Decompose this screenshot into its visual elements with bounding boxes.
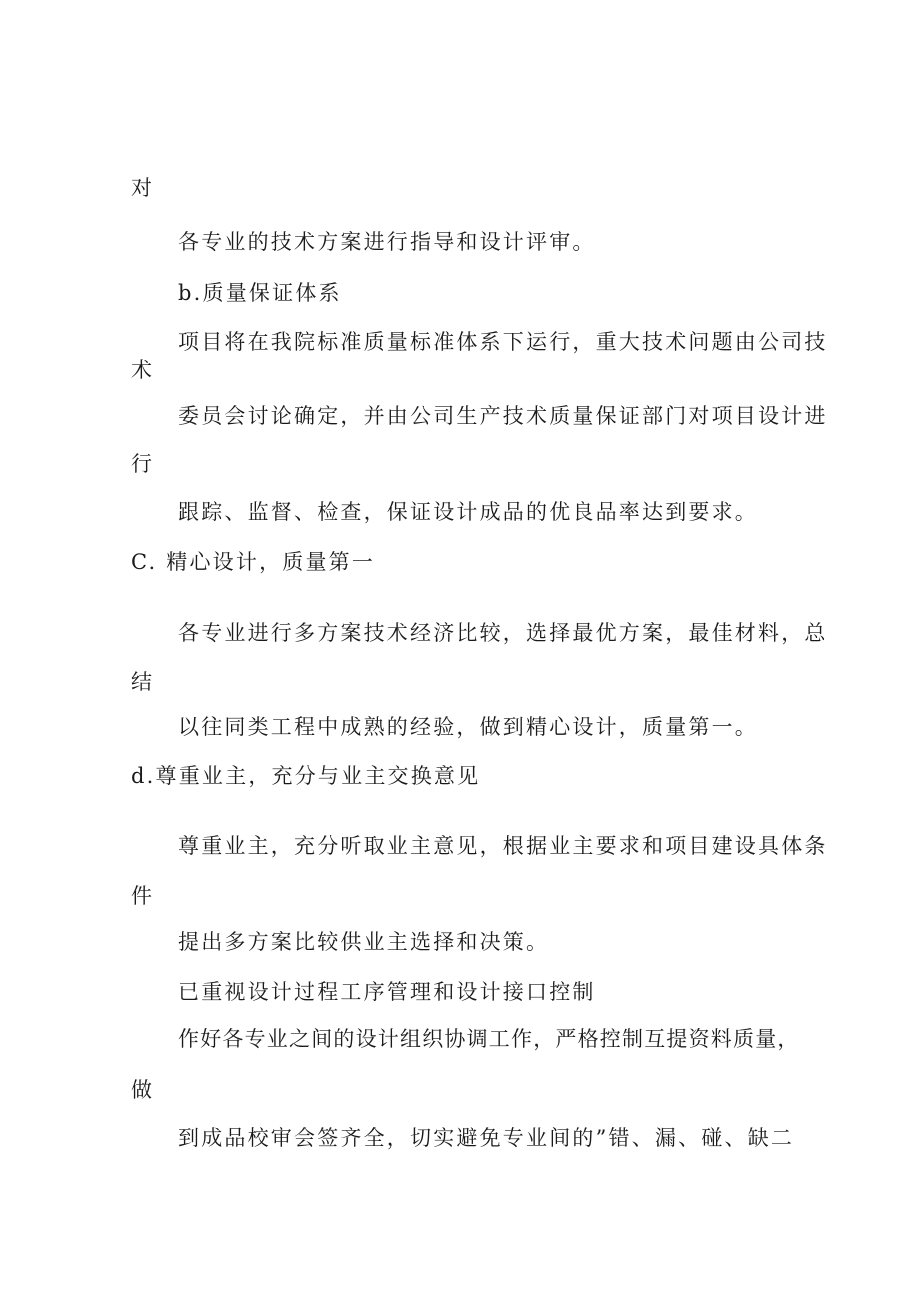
text-line: 委员会讨论确定，并由公司生产技术质量保证部门对项目设计进 xyxy=(178,404,828,428)
text-line: 跟踪、监督、检查，保证设计成品的优良品率达到要求。 xyxy=(178,500,758,524)
text-line: 结 xyxy=(131,670,155,694)
text-line: 到成品校审会签齐全，切实避免专业间的”错、漏、碰、缺二 xyxy=(178,1126,795,1150)
text-line: 尊重业主，充分听取业主意见，根据业主要求和项目建设具体条 xyxy=(178,834,828,858)
text-line: 件 xyxy=(131,884,155,908)
section-heading: b.质量保证体系 xyxy=(178,281,342,305)
section-heading: 已重视设计过程工序管理和设计接口控制 xyxy=(178,980,596,1004)
text-line: 各专业进行多方案技术经济比较，选择最优方案，最佳材料，总 xyxy=(178,621,828,645)
text-line: 做 xyxy=(131,1078,155,1102)
text-line: 各专业的技术方案进行指导和设计评审。 xyxy=(178,230,596,254)
text-line: 以往同类工程中成熟的经验，做到精心设计，质量第一。 xyxy=(178,715,758,739)
text-line: 行 xyxy=(131,452,155,476)
text-line: 术 xyxy=(131,358,155,382)
text-line: 项目将在我院标准质量标准体系下运行，重大技术问题由公司技 xyxy=(178,330,828,354)
text-line: 提出多方案比较供业主选择和决策。 xyxy=(178,930,550,954)
section-heading: C. 精心设计，质量第一 xyxy=(131,550,376,574)
text-line: 作好各专业之间的设计组织协调工作，严格控制互提资料质量， xyxy=(178,1027,800,1051)
text-line: 对 xyxy=(131,176,155,200)
section-heading: d.尊重业主，充分与业主交换意见 xyxy=(131,764,481,788)
